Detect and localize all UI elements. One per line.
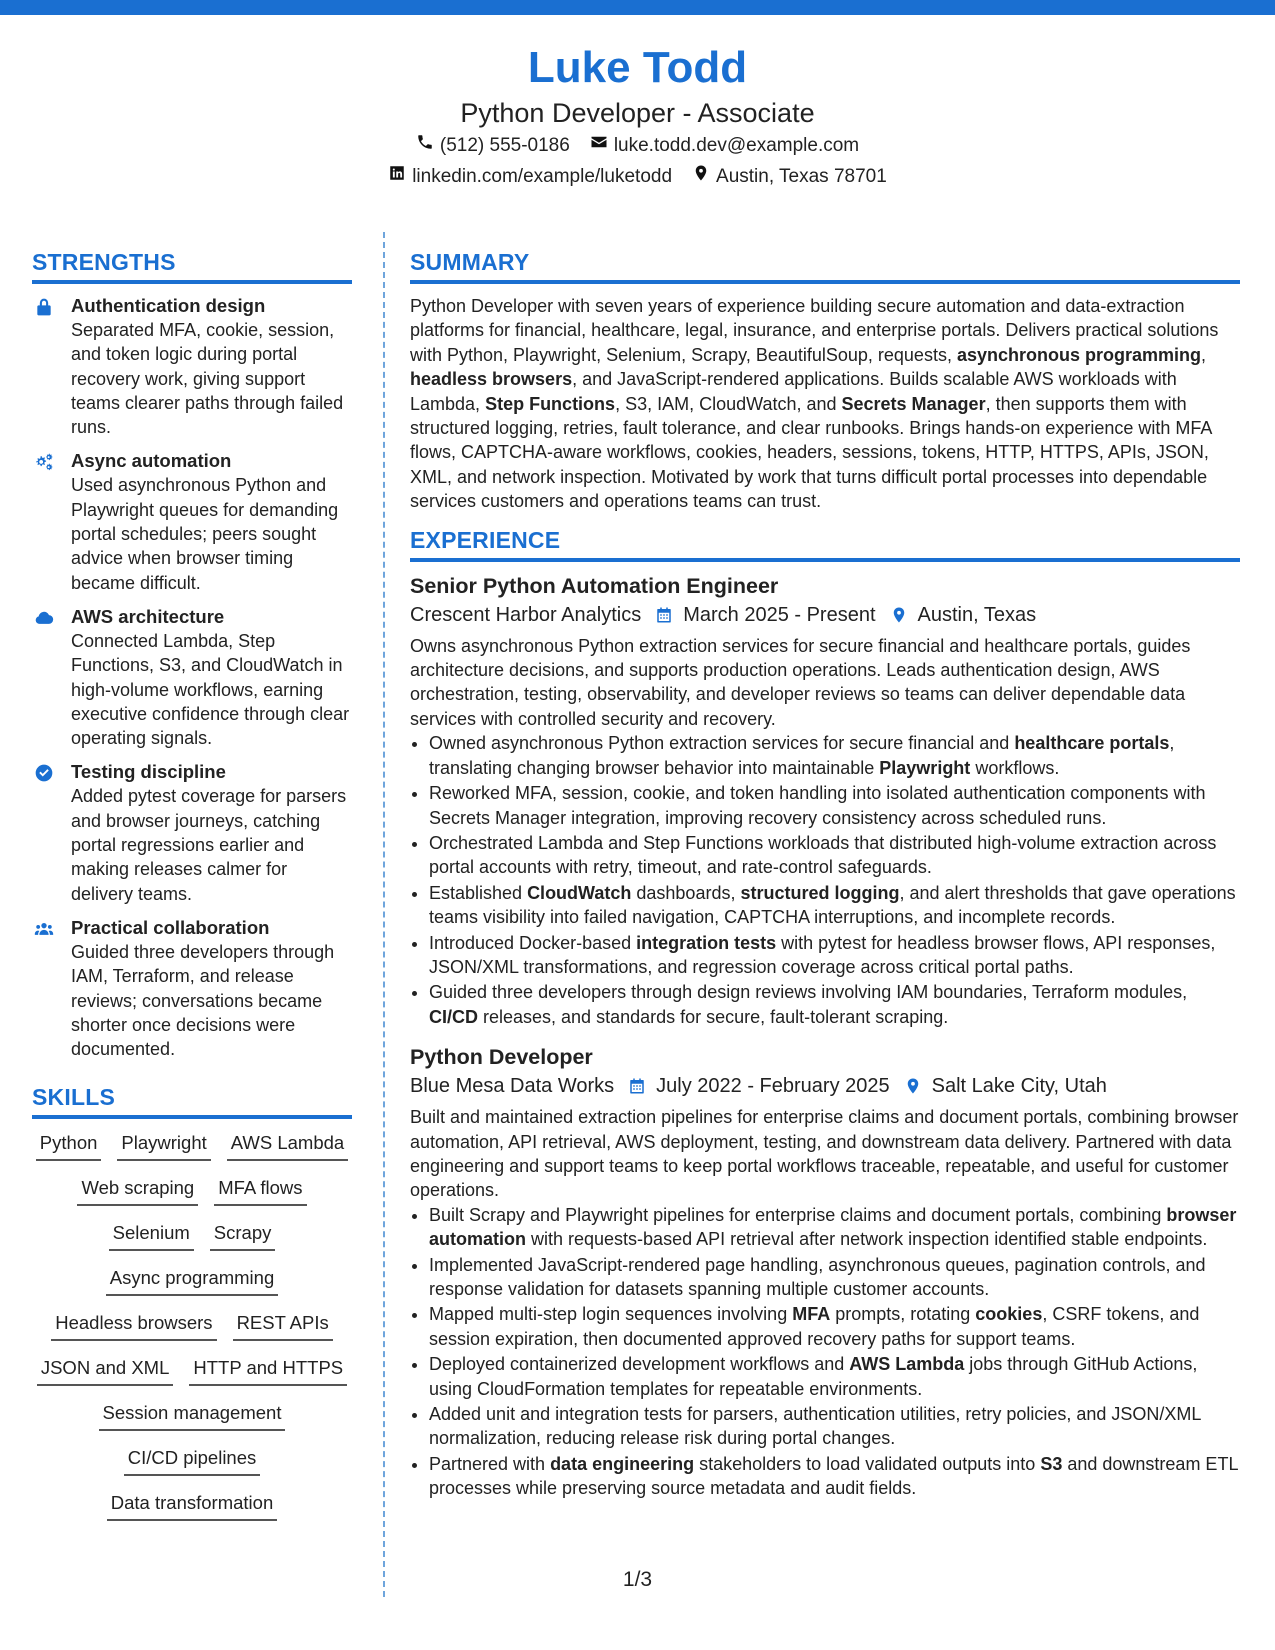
company-name: Blue Mesa Data Works: [410, 1075, 615, 1098]
text-run: , S3, IAM, CloudWatch, and: [615, 393, 842, 414]
text-run: workflows.: [970, 757, 1060, 778]
skill-row: [32, 1489, 352, 1521]
strength-title: Async automation: [71, 450, 232, 472]
skill-tag: Data transformation: [107, 1489, 277, 1521]
bold-text: integration tests: [636, 932, 777, 953]
text-run: ,: [1201, 344, 1207, 365]
text-run: Implemented JavaScript-rendered page handling, asynchronous queues, pagination controls, and response validation for datasets spanning multiple customer accounts.: [429, 1254, 1206, 1299]
page-number: 1/3: [622, 1568, 653, 1591]
text-run: prompts, rotating: [830, 1304, 976, 1325]
skill-tag: JSON and XML: [37, 1354, 174, 1386]
job-bullet: [429, 1203, 1240, 1252]
job-bullet: [429, 1452, 1240, 1501]
job-bullet: [429, 931, 1240, 980]
contact-line-2: [0, 161, 1275, 192]
text-run: releases, and standards for secure, fault-tolerant scraping.: [478, 1006, 949, 1027]
text-run: Added unit and integration tests for parsers, authentication utilities, retry policies, and JSON/XML normalization, reducing release risk during portal changes.: [429, 1404, 1201, 1449]
strength-title: AWS architecture: [71, 605, 225, 627]
text-run: Python Developer with seven years of experience building secure automation and data-extraction platforms for financial, healthcare, legal, insurance, and enterprise portals. Delivers practical solutions with Python, Playwright, Selenium, Scrapy, BeautifulSoup, requests,: [410, 296, 1219, 365]
check-circle-icon: [34, 763, 54, 783]
job-entry: [410, 572, 1240, 1030]
map-pin-icon: [692, 161, 710, 192]
experience-heading: EXPERIENCE: [410, 526, 1240, 562]
job-bullet: [429, 1352, 1240, 1401]
skill-row: [32, 1174, 352, 1206]
envelope-icon: [590, 130, 608, 161]
job-bullets: [410, 731, 1240, 1029]
skill-row: [32, 1219, 352, 1251]
text-run: Guided three developers through design reviews involving IAM boundaries, Terraform modules,: [429, 982, 1188, 1003]
bold-text: CI/CD: [429, 1006, 478, 1027]
job-bullets: [410, 1203, 1240, 1501]
skill-tag: CI/CD pipelines: [124, 1444, 261, 1476]
job-bullet: [429, 1402, 1240, 1451]
right-column: [410, 248, 1240, 1515]
text-run: , then supports them with structured logging, retries, fault tolerance, and clear runbooks. Brings hands-on experience with MFA flows, CAPTCHA-aware workflows, cookies, headers, sessions, tokens, HTTP, HTTPS, APIs, JSON, XML, and network inspection. Motivated by work that turns difficult portal processes into dependable services customers and operations teams can trust.: [410, 393, 1212, 512]
strength-desc: Connected Lambda, Step Functions, S3, and CloudWatch in high-volume workflows, earning executive confidence through clear operating signals.: [71, 630, 350, 749]
company-name: Crescent Harbor Analytics: [410, 603, 642, 626]
skill-tag: Web scraping: [77, 1174, 198, 1206]
bold-text: structured logging: [740, 882, 900, 903]
strength-desc: Used asynchronous Python and Playwright queues for demanding portal schedules; peers sought advice when browser timing became difficult.: [71, 475, 339, 593]
skill-row: [32, 1444, 352, 1476]
text-run: Orchestrated Lambda and Step Functions workloads that distributed high-volume extraction across portal accounts with retry, timeout, and rate-control safeguards.: [429, 832, 1217, 878]
skill-tag: AWS Lambda: [227, 1129, 348, 1161]
email-address[interactable]: luke.todd.dev@example.com: [613, 135, 860, 156]
job-bullet: [429, 831, 1240, 880]
bold-text: cookies: [975, 1304, 1043, 1325]
text-run: stakeholders to load validated outputs into: [694, 1453, 1041, 1474]
lock-icon: [34, 297, 54, 317]
bold-text: browser automation: [429, 1204, 1237, 1250]
contact-line-1: [0, 130, 1275, 161]
users-icon: [34, 919, 54, 939]
skill-tag: Scrapy: [210, 1219, 276, 1251]
job-dates: July 2022 - February 2025: [656, 1075, 890, 1098]
bold-text: AWS Lambda: [849, 1354, 965, 1375]
skill-row: [32, 1399, 352, 1431]
text-run: Owned asynchronous Python extraction services for secure financial and: [429, 733, 1015, 754]
experience-list: [410, 572, 1240, 1501]
column-divider: [383, 232, 385, 1597]
text-run: Built Scrapy and Playwright pipelines for enterprise claims and document portals, combining: [429, 1204, 1167, 1225]
resume-header: [0, 40, 1275, 192]
job-bullet: [429, 1253, 1240, 1302]
map-pin-icon: [890, 606, 908, 624]
skill-row: [32, 1129, 352, 1161]
bold-text: data engineering: [550, 1453, 695, 1474]
text-run: , translating changing browser behavior into maintainable: [429, 733, 1175, 778]
skill-tag: REST APIs: [233, 1309, 333, 1341]
bold-text: Playwright: [879, 757, 971, 778]
job-description: Built and maintained extraction pipelines for enterprise claims and document portals, combining browser automation, API retrieval, AWS deployment, testing, and downstream data delivery. Partnered with data engineering and support teams to keep portal workflows traceable, repeatable, and useful for customer operations.: [410, 1107, 1239, 1201]
strength-title: Authentication design: [71, 295, 266, 316]
job-location: Austin, Texas: [917, 603, 1037, 626]
text-run: Partnered with: [429, 1453, 551, 1474]
calendar-icon: [628, 1077, 646, 1095]
cloud-icon: [34, 608, 54, 628]
text-run: dashboards,: [631, 882, 741, 903]
text-run: with requests-based API retrieval after network inspection identified stable endpoints.: [526, 1229, 1208, 1250]
skill-tag: HTTP and HTTPS: [189, 1354, 347, 1386]
skill-tag: Headless browsers: [51, 1309, 216, 1341]
job-bullet: [429, 881, 1240, 930]
job-location: Salt Lake City, Utah: [931, 1075, 1107, 1098]
bold-text: S3: [1040, 1453, 1063, 1474]
text-run: Introduced Docker-based: [429, 932, 637, 953]
text-run: jobs through GitHub Actions, using CloudFormation templates for repeatable environments.: [429, 1354, 1198, 1399]
job-meta: [410, 1071, 1240, 1101]
job-title: Python Developer: [410, 1045, 593, 1070]
skill-tag: Selenium: [109, 1219, 194, 1251]
summary-text: [410, 294, 1240, 514]
text-run: with pytest for headless browser flows, API responses, JSON/XML transformations, and regression coverage across critical portal paths.: [429, 932, 1216, 977]
candidate-title: Python Developer - Associate: [460, 98, 815, 128]
skill-tag: Playwright: [117, 1129, 210, 1161]
text-run: Deployed containerized development workflows and: [429, 1354, 850, 1375]
job-entry: [410, 1043, 1240, 1501]
text-run: , and JavaScript-rendered applications. Builds scalable AWS workloads with Lambda,: [410, 369, 1177, 414]
skills-list: [32, 1129, 352, 1521]
gears-icon: [34, 452, 54, 472]
summary-heading: SUMMARY: [410, 248, 1240, 284]
job-bullet: [429, 1302, 1240, 1351]
skill-row: [32, 1309, 352, 1341]
phone-contact: [416, 130, 570, 161]
skill-tag: Python: [36, 1129, 102, 1161]
job-bullet: [429, 731, 1240, 780]
bold-text: healthcare portals: [1014, 733, 1170, 754]
bold-text: Secrets Manager: [841, 393, 986, 414]
strength-desc: Guided three developers through IAM, Terraform, and release reviews; conversations became shorter once decisions were documented.: [71, 941, 335, 1060]
job-description: Owns asynchronous Python extraction services for secure financial and healthcare portals, guides architecture decisions, and supports production operations. Leads authentication design, AWS orchestration, testing, observability, and developer reviews so teams can deliver dependable data services with controlled security and recovery.: [410, 635, 1191, 729]
linkedin-icon: [388, 161, 406, 192]
text-run: , and alert thresholds that gave operations teams visibility into failed navigation, CAPTCHA interruptions, and incomplete records.: [429, 882, 1236, 928]
job-title: Senior Python Automation Engineer: [410, 573, 779, 598]
text-run: , CSRF tokens, and session expiration, then documented approved recovery paths for support teams.: [429, 1304, 1200, 1349]
linkedin-contact[interactable]: [388, 161, 672, 192]
candidate-name: Luke Todd: [527, 43, 748, 92]
bold-text: MFA: [792, 1304, 831, 1325]
strength-desc: Added pytest coverage for parsers and browser journeys, catching portal regressions earlier and making releases calmer for delivery teams.: [71, 786, 347, 904]
strength-item: [32, 605, 352, 750]
email-contact[interactable]: [590, 130, 859, 161]
strengths-heading: STRENGTHS: [32, 248, 352, 284]
skills-heading: SKILLS: [32, 1083, 352, 1119]
strength-item: [32, 294, 352, 439]
skill-tag: Session management: [99, 1399, 286, 1431]
bold-text: headless browsers: [410, 369, 573, 390]
text-run: and downstream ETL processes while preserving source metadata and audit fields.: [429, 1453, 1238, 1499]
strength-item: [32, 449, 352, 594]
strength-title: Testing discipline: [71, 761, 226, 783]
location-contact: [692, 161, 887, 192]
job-meta: [410, 600, 1240, 630]
phone-icon: [416, 130, 434, 161]
strength-desc: Separated MFA, cookie, session, and token logic during portal recovery work, giving support teams clearer paths through failed runs.: [71, 320, 344, 438]
strength-title: Practical collaboration: [71, 916, 270, 938]
skill-tag: MFA flows: [214, 1174, 306, 1206]
left-column: [32, 248, 352, 1534]
linkedin-url[interactable]: linkedin.com/example/luketodd: [412, 166, 673, 187]
text-run: Mapped multi-step login sequences involving: [429, 1304, 793, 1325]
strength-item: [32, 760, 352, 905]
text-run: Established: [429, 882, 528, 903]
bold-text: CloudWatch: [527, 882, 632, 903]
job-dates: March 2025 - Present: [683, 603, 876, 626]
calendar-icon: [655, 606, 673, 624]
map-pin-icon: [904, 1077, 922, 1095]
bold-text: Step Functions: [485, 393, 616, 414]
skill-tag: Async programming: [106, 1264, 279, 1296]
skill-row: [32, 1264, 352, 1296]
job-bullet: [429, 781, 1240, 830]
bold-text: asynchronous programming: [956, 344, 1201, 365]
phone-number: (512) 555-0186: [439, 135, 570, 156]
text-run: Reworked MFA, session, cookie, and token handling into isolated authentication components with Secrets Manager integration, improving recovery consistency across scheduled runs.: [429, 783, 1206, 828]
job-bullet: [429, 980, 1240, 1029]
strength-item: [32, 916, 352, 1061]
skill-row: [32, 1354, 352, 1386]
top-accent-bar: [0, 0, 1275, 15]
location-text: Austin, Texas 78701: [716, 166, 887, 187]
